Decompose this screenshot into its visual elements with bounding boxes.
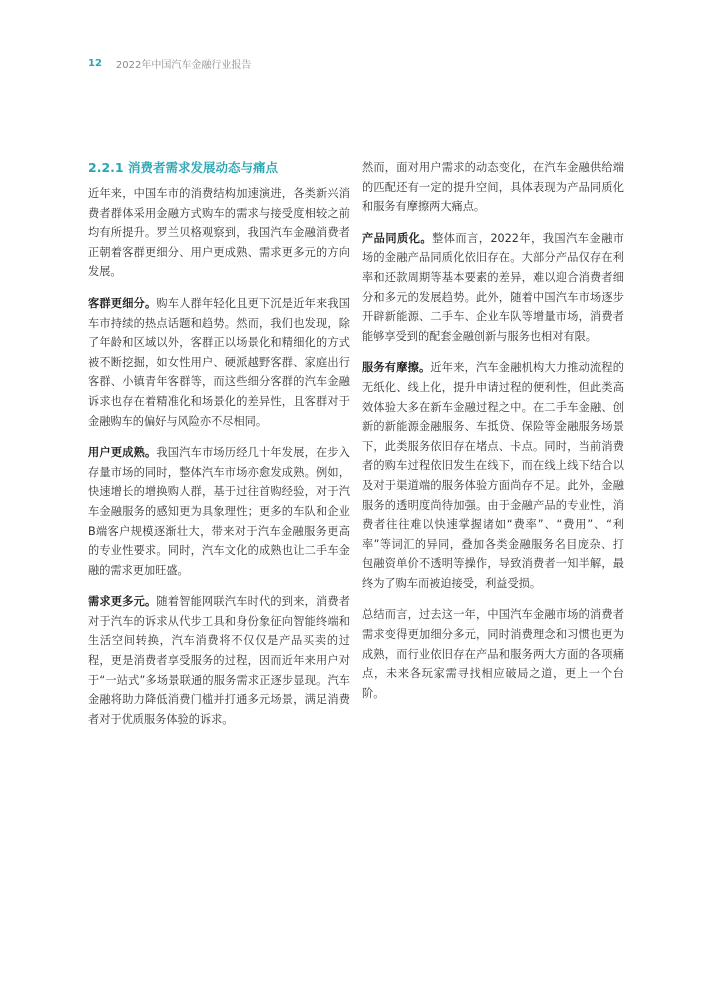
keyword-homogeneity: 产品同质化。 (362, 231, 433, 245)
keyword-segmentation: 客群更细分。 (88, 296, 157, 310)
paragraph-text: 购车人群年轻化且更下沉是近年来我国车市持续的热点话题和趋势。然而，我们也发现，除了年龄和区域以外，客群正以场景化和精细化的方式被不断挖掘，如女性用户、硬派越野客群、家庭出行客群、小镇青年客群等，而这些细分客群的汽车金融诉求也存在着精准化和场景化的差异性，且客群对于金融购车的偏好与风险亦不尽相同。 (88, 296, 350, 428)
paragraph-text: 随着智能网联汽车时代的到来，消费者对于汽车的诉求从代步工具和身份象征向智能终端和生活空间转换，汽车消费将不仅仅是产品买卖的过程，更是消费者享受服务的过程，因而近年来用户对于“一站式”多场景联通的服务需求正逐步显现。汽车金融将助力降低消费门槛并打通多元场景，满足消费者对于优质服务体验的诉求。 (88, 595, 350, 726)
conclusion-paragraph: 总结而言，过去这一年，中国汽车金融市场的消费者需求变得更加细分多元，同时消费理念和习惯也更为成熟，而行业依旧存在产品和服务两大方面的各项痛点，未来各玩家需寻找相应破局之道，更上一个台阶。 (362, 608, 624, 700)
left-column (88, 158, 350, 741)
intro-paragraph: 近年来，中国车市的消费结构加速演进，各类新兴消费者群体采用金融方式购车的需求与接受度相较之前均有所提升。罗兰贝格观察到，我国汽车金融消费者正朝着客群更细分、用户更成熟、需求更多元的方向发展。 (88, 187, 350, 279)
paragraph-diversity (88, 592, 350, 729)
paragraph-text: 整体而言，2022年，我国汽车金融市场的金融产品同质化依旧存在。大部分产品仅存在利率和还款周期等基本要素的差异，难以迎合消费者细分和多元的发展趋势。此外，随着中国汽车市场逐步开辟新能源、二手车、企业车队等增量市场，消费者能够享受到的配套金融创新与服务也相对有限。 (362, 231, 624, 343)
keyword-maturity: 用户更成熟。 (88, 446, 157, 460)
intro-paragraph: 然而，面对用户需求的动态变化，在汽车金融供给端的匹配还有一定的提升空间，具体表现为产品同质化和服务有摩擦两大痛点。 (362, 161, 624, 214)
paragraph-maturity (88, 443, 350, 580)
report-title: 2022年中国汽车金融行业报告 (115, 60, 252, 71)
paragraph-text: 我国汽车市场历经几十年发展，在步入存量市场的同时，整体汽车市场亦愈发成熟。例如，快速增长的增换购人群，基于过往首购经验，对于汽车金融服务的感知更为具象理性；更多的车队和企业B端客户规模逐渐壮大，带来对于汽车金融服务更高的专业性要求。同时，汽车文化的成熟也让二手车金融的需求更加旺盛。 (88, 446, 350, 577)
keyword-diversity: 需求更多元。 (88, 595, 157, 609)
section-title: 2.2.1 消费者需求发展动态与痛点 (88, 160, 278, 175)
paragraph-segmentation (88, 294, 350, 431)
page-header (88, 56, 251, 71)
paragraph-text: 近年来，汽车金融机构大力推动流程的无纸化、线上化，提升申请过程的便利性，但此类高效体验大多在新车金融过程之中。在二手车金融、创新的新能源金融服务、车抵贷、保险等金融服务场景下，此类服务依旧存在堵点、卡点。同时，当前消费者的购车过程依旧发生在线下，而在线上线下结合以及对于渠道端的服务体验方面尚存不足。此外，金融服务的透明度尚待加强。由于金融产品的专业性，消费者往往难以快速掌握诸如“费率”、“费用”、“利率”等词汇的异同，叠加各类金融服务名目庞杂、打包融资单价不透明等操作，导致消费者一知半解，最终为了购车而被迫接受，利益受损。 (362, 361, 624, 590)
paragraph-friction (362, 358, 624, 593)
keyword-friction: 服务有摩擦。 (362, 361, 431, 375)
right-column (362, 158, 624, 715)
paragraph-homogeneity (362, 229, 624, 347)
page-number: 12 (88, 58, 102, 69)
